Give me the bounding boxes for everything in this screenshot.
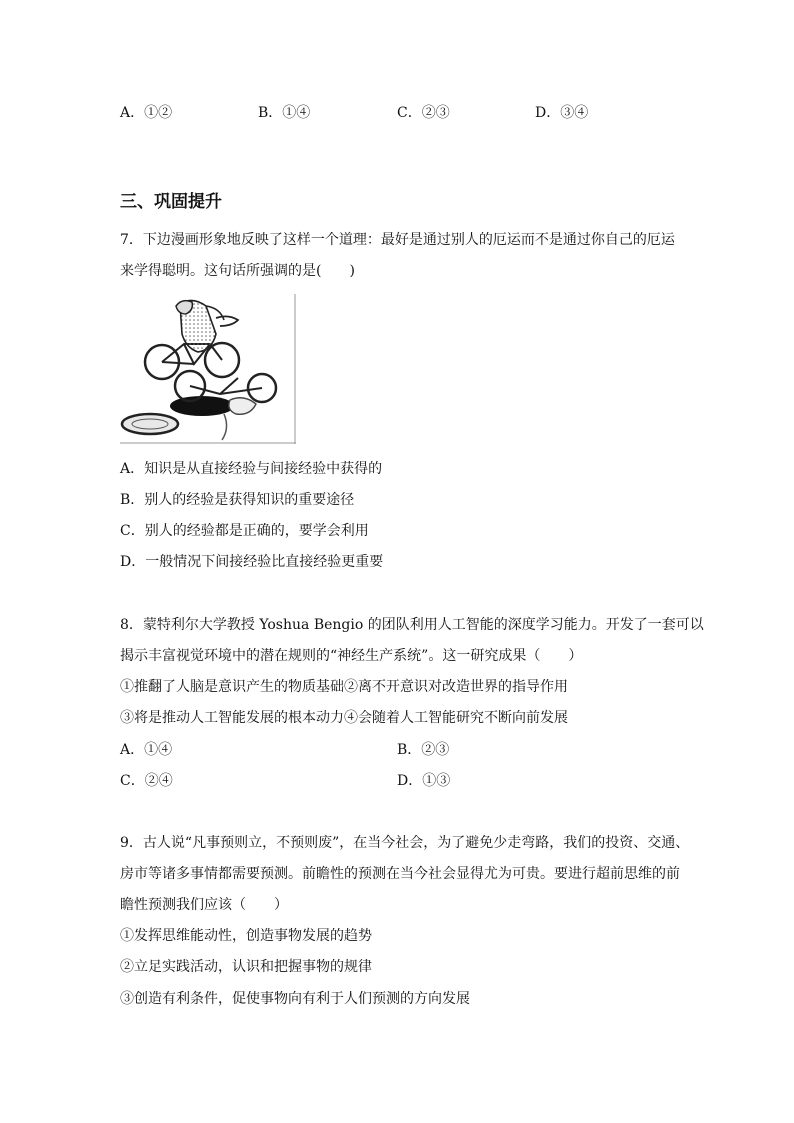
cyclist-cartoon-illustration xyxy=(120,294,296,444)
q7-stem-line-1: 7．下边漫画形象地反映了这样一个道理：最好是通过别人的厄运而不是通过你自己的厄运 xyxy=(120,232,675,248)
q7-stem-line-2: 来学得聪明。这句话所强调的是( ) xyxy=(120,263,355,279)
q7-option-b: B．别人的经验是获得知识的重要途径 xyxy=(120,492,355,508)
q8-option-d: D．①③ xyxy=(397,773,451,789)
q8-stem-line-1: 8．蒙特利尔大学教授 Yoshua Bengio 的团队利用人工智能的深度学习能力。开发了一套可以 xyxy=(120,617,704,633)
q9-stem-line-2: 房市等诸多事情都需要预测。前瞻性的预测在当今社会显得尤为可贵。要进行超前思维的前 xyxy=(120,866,680,882)
q6-option-a: A．①② xyxy=(120,105,173,121)
q9-stem-line-1: 9．古人说“凡事预则立，不预则废”，在当今社会，为了避免少走弯路，我们的投资、交通、 xyxy=(120,835,690,851)
cyclist-cartoon-image xyxy=(120,294,296,444)
q6-option-c: C．②③ xyxy=(397,105,450,121)
q7-option-c: C．别人的经验都是正确的，要学会利用 xyxy=(120,523,369,539)
q7-option-d: D．一般情况下间接经验比直接经验更重要 xyxy=(120,554,384,570)
section-title: 三、巩固提升 xyxy=(120,192,222,212)
q9-statement-1: ①发挥思维能动性，创造事物发展的趋势 xyxy=(120,928,372,944)
q8-statement-2: ③将是推动人工智能发展的根本动力④会随着人工智能研究不断向前发展 xyxy=(120,710,568,726)
q8-statement-1: ①推翻了人脑是意识产生的物质基础②离不开意识对改造世界的指导作用 xyxy=(120,679,568,695)
q8-option-c: C．②④ xyxy=(120,773,173,789)
q6-option-b: B．①④ xyxy=(258,105,311,121)
q8-option-b: B．②③ xyxy=(397,742,450,758)
q8-stem-line-2: 揭示丰富视觉环境中的潜在规则的“神经生产系统”。这一研究成果（ ） xyxy=(120,648,583,664)
q7-option-a: A．知识是从直接经验与间接经验中获得的 xyxy=(120,461,383,477)
q9-stem-line-3: 瞻性预测我们应该（ ） xyxy=(120,897,288,913)
q9-statement-3: ③创造有利条件，促使事物向有利于人们预测的方向发展 xyxy=(120,991,470,1007)
q9-statement-2: ②立足实践活动，认识和把握事物的规律 xyxy=(120,959,372,975)
q8-option-a: A．①④ xyxy=(120,742,173,758)
q6-option-d: D．③④ xyxy=(535,105,589,121)
